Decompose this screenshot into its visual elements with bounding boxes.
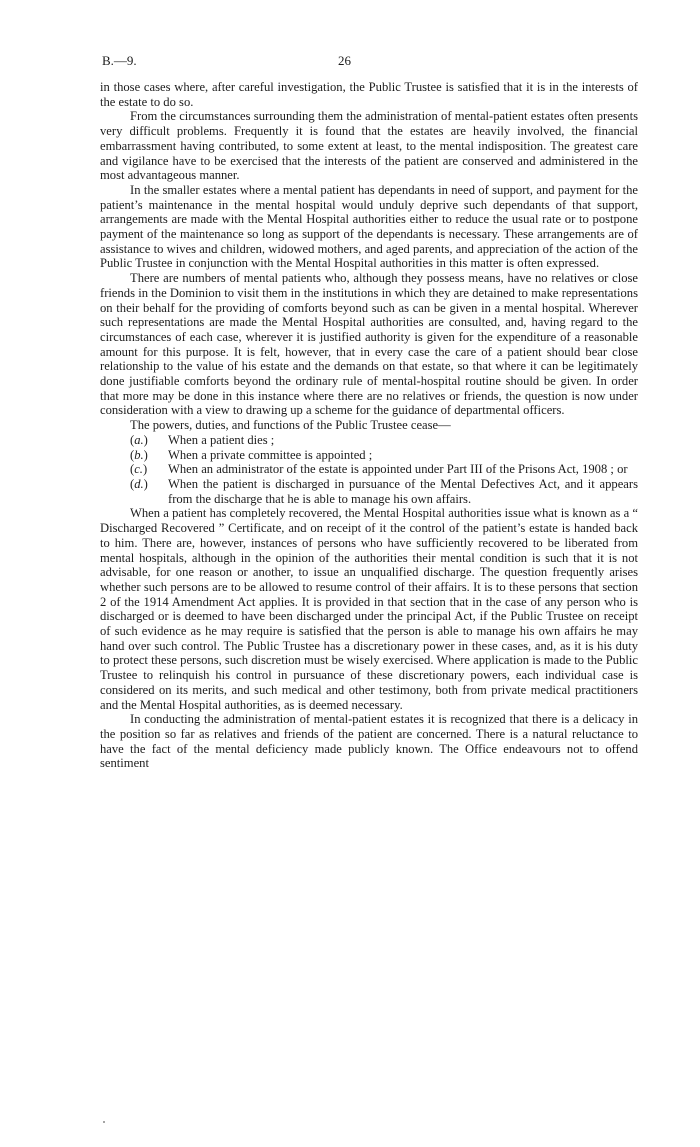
list-item [100, 462, 638, 477]
list-item-text: When an administrator of the estate is appointed under Part III of the Prisons Act, 1908 ; or [168, 462, 628, 477]
list-item [100, 448, 638, 463]
paragraph-delicacy: In conducting the administration of mental-patient estates it is recognized that there is a delicacy in the position so far as relatives and friends of the patient are concerned. There is a natural reluctance to have the fact of the mental deficiency made publicly known. The Office endeavours not to offend sentiment [100, 712, 638, 771]
page-header [100, 54, 638, 80]
paragraph-powers-cease: The powers, duties, and functions of the Public Trustee cease— [130, 418, 451, 433]
page-number: 26 [338, 53, 351, 68]
paragraph-comforts: There are numbers of mental patients who, although they possess means, have no relatives or close friends in the Dominion to visit them in the institutions in which they are detained to make representations on their behalf for the providing of comforts beyond such as can be given in a mental hospital. Wherever such representations are made the Mental Hospital authorities are consulted, and, having regard to the circumstances of each case, wherever it is justified authority is given for the expenditure of a reasonable amount for this purpose. It is felt, however, that in every case the care of a patient should bear close relationship to the value of his estate and the demands on that estate, so that where it can be legitimately done justifiable comforts beyond the ordinary rule of mental-hospital routine should be given. In order that more may be done in this instance where there are no relatives or friends, the question is now under consideration with a view to drawing up a scheme for the guidance of departmental officers. [100, 271, 638, 418]
list-marker: (d.) [130, 476, 148, 491]
list-item-text: When a patient dies ; [168, 432, 275, 447]
cessation-conditions-list [100, 433, 638, 507]
list-item [100, 433, 638, 448]
parliamentary-paper-reference: B.—9. [102, 53, 137, 68]
paragraph-discharged-recovered: When a patient has completely recovered, the Mental Hospital authorities issue what is known as a “ Discharged Recovered ” Certificate, and on receipt of it the control of the patient’s estate is handed back to him. There are, however, instances of persons who have sufficiently recovered to be liberated from mental hospitals, although in the opinion of the authorities their mental condition is such that it is not advisable, for one reason or another, to issue an unqualified discharge. The question frequently arises whether such persons are to be allowed to resume control of their affairs. It is to these persons that section 2 of the 1914 Amendment Act applies. It is provided in that section that in the case of any person who is discharged or is deemed to have been discharged under the principal Act, if the Public Trustee on receipt of such evidence as he may require is satisfied that the person is able to manage his own affairs he may hand over such control. The Public Trustee has a discretionary power in these cases, and, as it is his duty to protect these persons, such discretion must be wisely exercised. Where application is made to the Public Trustee to relinquish his control in pursuance of these discretionary powers, each individual case is considered on its merits, and such medical and other testimony, both from private medical practitioners and the Mental Hospital authorities, as is deemed necessary. [100, 506, 638, 712]
paragraph-difficult-problems: From the circumstances surrounding them the administration of mental-patient estates often presents very difficult problems. Frequently it is found that the estates are heavily involved, the financial embarrassment having contributed, to some extent at least, to the mental indisposition. The greatest care and vigilance have to be exercised that the interests of the patient are conserved and administered in the most advantageous manner. [100, 109, 638, 183]
document-page [100, 54, 638, 771]
list-marker: (b.) [130, 447, 148, 462]
list-marker: (a.) [130, 432, 148, 447]
paragraph-continuation: in those cases where, after careful investigation, the Public Trustee is satisfied that it is in the interests of the estate to do so. [100, 80, 638, 109]
list-item-text: When a private committee is appointed ; [168, 447, 373, 462]
list-item [100, 477, 638, 506]
paragraph-dependants: In the smaller estates where a mental patient has dependants in need of support, and payment for the patient’s maintenance in the mental hospital would unduly deprive such dependants of that support, arrangements are made with the Mental Hospital authorities either to reduce the usual rate or to postpone payment of the maintenance so long as support of the dependants is necessary. These arrangements are of assistance to wives and children, widowed mothers, and aged parents, and appreciation of the action of the Public Trustee in conjunction with the Mental Hospital authorities in this matter is often expressed. [100, 182, 638, 271]
scan-speck [103, 1121, 105, 1123]
list-item-text: When the patient is discharged in pursuance of the Mental Defectives Act, and it appears from the discharge that he is able to manage his own affairs. [168, 476, 638, 506]
list-marker: (c.) [130, 462, 148, 477]
